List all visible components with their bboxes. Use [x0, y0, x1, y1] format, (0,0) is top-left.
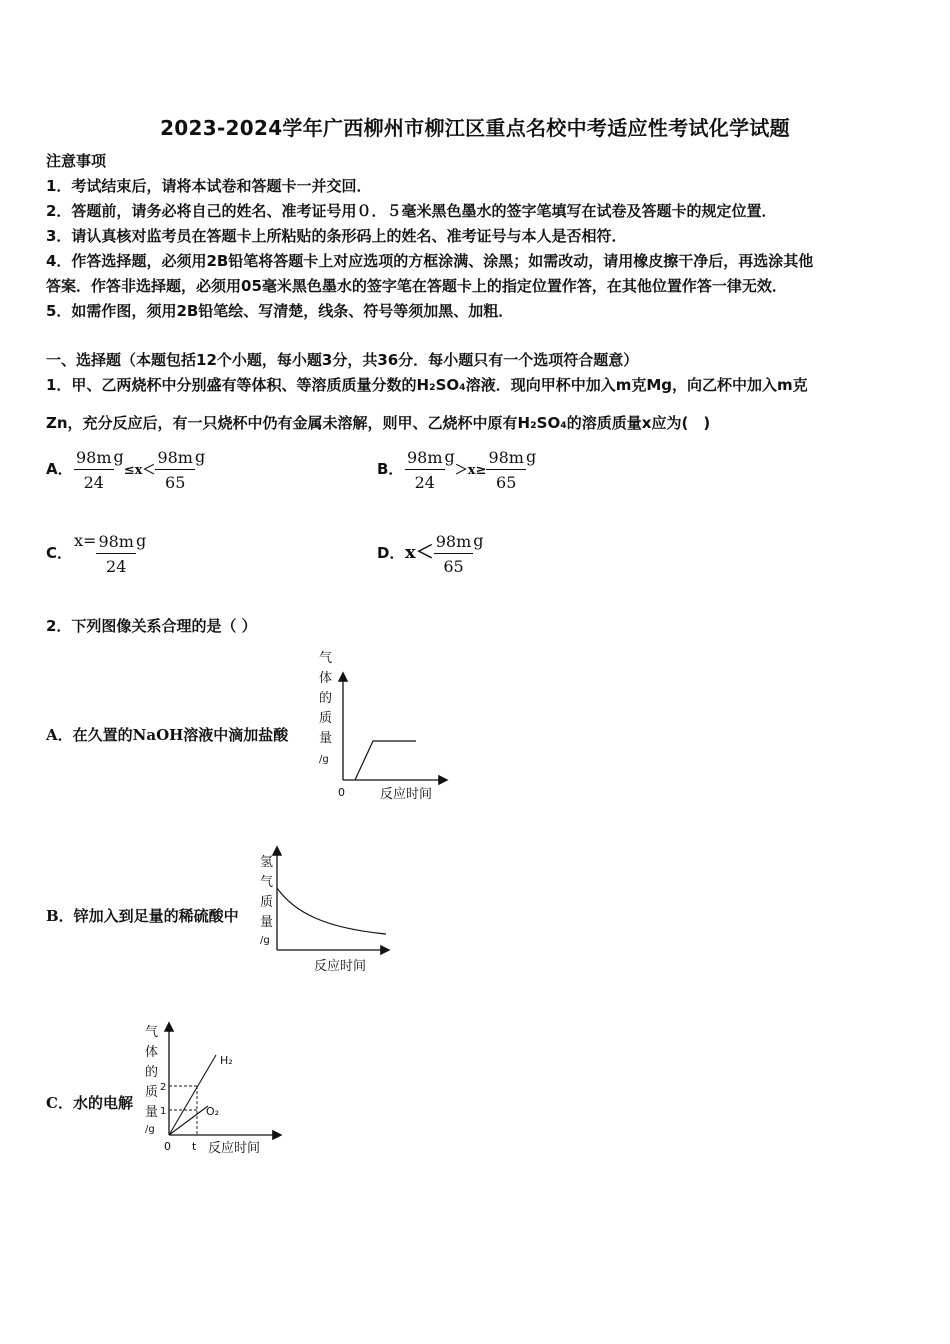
q2-stem: 2．下列图像关系合理的是（ ） [46, 617, 257, 635]
graph-c-tick-2: 2 [160, 1082, 167, 1093]
section-heading: 一、选择题（本题包括12个小题，每小题3分，共36分．每小题只有一个选项符合题意） [46, 351, 639, 369]
graph-a-curve [355, 741, 416, 780]
graph-b-curve [277, 888, 386, 934]
fraction-98m-24: $\frac{98m}{24}$ [98, 532, 134, 576]
notice-item-4-cont: 答案．作答非选择题，必须用05毫米黑色墨水的签字笔在答题卡上的指定位置作答，在其他位置作答一律无效． [46, 277, 787, 295]
q1-stem-line1: 1．甲、乙两烧杯中分别盛有等体积、等溶质质量分数的H₂SO₄溶液．现向甲杯中加入m克Mg，向乙杯中加入m克 [46, 376, 808, 394]
graph-c-ylabel-3: 质 [145, 1085, 159, 1100]
option-b-label: B． [377, 460, 404, 478]
graph-c-h2-line [169, 1055, 216, 1135]
notice-item-4: 4．作答选择题，必须用2B铅笔将答题卡上对应选项的方框涂满、涂黑；如需改动，请用橡皮擦干净后，再选涂其他 [46, 252, 814, 270]
graph-a-origin: 0 [338, 786, 345, 799]
graph-c-o2-label: O₂ [206, 1105, 220, 1118]
graph-c-h2-label: H₂ [220, 1054, 233, 1067]
q1-stem-line2: Zn，充分反应后，有一只烧杯中仍有金属未溶解，则甲、乙烧杯中原有H₂SO₄的溶质质量x应为( ) [46, 414, 711, 432]
page-title: 2023-2024学年广西柳州市柳江区重点名校中考适应性考试化学试题 [160, 116, 790, 140]
graph-a-ylabel-2: 的 [319, 691, 333, 706]
option-d-label: D． [377, 544, 405, 562]
q2-option-c[interactable]: C．水的电解 [46, 1094, 133, 1112]
graph-c-ylabel-4: 量 [145, 1105, 159, 1120]
fraction-98m-65: $\frac{98m}{65}$ [157, 448, 193, 492]
fraction-98m-65: $\frac{98m}{65}$ [435, 532, 472, 576]
graph-b-ylabel-2: 质 [260, 895, 274, 910]
fraction-98m-65: $\frac{98m}{65}$ [488, 448, 524, 492]
graph-c-origin: 0 [164, 1140, 171, 1153]
q2-option-a[interactable]: A．在久置的NaOH溶液中滴加盐酸 [46, 726, 289, 744]
graph-c-tick-t: t [192, 1140, 197, 1153]
notice-item-2: 2．答题前，请务必将自己的姓名、准考证号用０．５毫米黑色墨水的签字笔填写在试卷及答题卡的规定位置． [46, 202, 777, 220]
graph-c-ylabel-0: 气 [145, 1025, 159, 1040]
q1-option-b[interactable]: B． $\frac{98m}{24}$ g＞x≥ $\frac{98m}{65}$ g [377, 447, 537, 492]
q2-option-b[interactable]: B．锌加入到足量的稀硫酸中 [46, 907, 239, 925]
graph-a-yunit: /g [319, 754, 329, 765]
graph-a-ylabel-3: 质 [319, 711, 333, 726]
graph-a [300, 648, 450, 808]
notice-item-3: 3．请认真核对监考员在答题卡上所粘贴的条形码上的姓名、准考证号与本人是否相符． [46, 227, 627, 245]
notice-item-5: 5．如需作图，须用2B铅笔绘、写清楚，线条、符号等须加黑、加粗． [46, 302, 514, 320]
graph-c-ylabel-1: 体 [145, 1045, 159, 1060]
graph-b-ylabel-0: 氢 [260, 855, 274, 870]
option-a-label: A． [46, 460, 73, 478]
q1-option-c[interactable]: C．x= $\frac{98m}{24}$ g [46, 531, 147, 576]
graph-b-xlabel: 反应时间 [314, 959, 367, 974]
graph-b-ylabel-3: 量 [260, 915, 274, 930]
graph-a-ylabel-1: 体 [319, 671, 333, 686]
graph-b [254, 842, 394, 978]
graph-c [140, 1018, 290, 1160]
graph-b-ylabel-1: 气 [260, 875, 274, 890]
notice-heading: 注意事项 [46, 152, 107, 170]
notice-item-1: 1．考试结束后，请将本试卷和答题卡一并交回． [46, 177, 372, 195]
graph-c-yunit: /g [145, 1124, 155, 1135]
fraction-98m-24: $\frac{98m}{24}$ [76, 448, 112, 492]
graph-c-xlabel: 反应时间 [208, 1141, 261, 1156]
q1-option-d[interactable]: D．x＜ $\frac{98m}{65}$ g [377, 531, 484, 576]
graph-c-ylabel-2: 的 [145, 1065, 159, 1080]
graph-b-yunit: /g [260, 935, 270, 946]
graph-a-ylabel-0: 气 [319, 651, 333, 666]
graph-a-xlabel: 反应时间 [380, 787, 433, 802]
fraction-98m-24: $\frac{98m}{24}$ [407, 448, 443, 492]
q1-option-a[interactable]: A． $\frac{98m}{24}$ g≤x＜ $\frac{98m}{65}$ g [46, 447, 206, 492]
graph-a-ylabel-4: 量 [319, 731, 333, 746]
option-c-label: C． [46, 544, 73, 562]
graph-c-tick-1: 1 [160, 1106, 167, 1117]
